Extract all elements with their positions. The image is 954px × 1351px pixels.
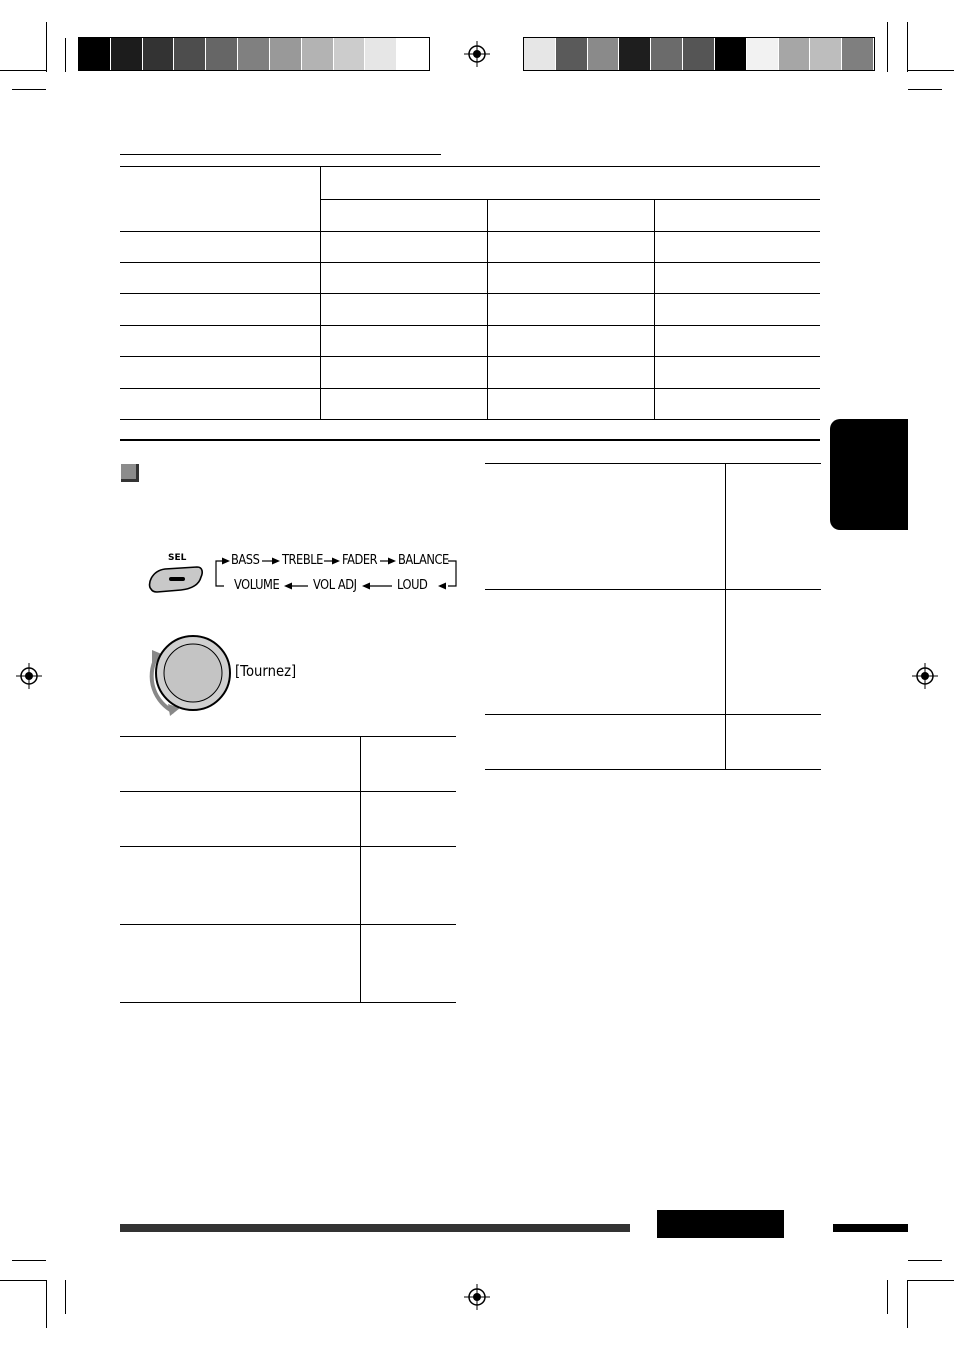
flow-volume: VOLUME (234, 578, 280, 593)
page-number-box (657, 1210, 784, 1238)
color-swatch (810, 38, 841, 70)
flow-balance: BALANCE (398, 553, 449, 568)
color-swatch (556, 38, 587, 70)
color-swatch (779, 38, 810, 70)
registration-mark-bottom (464, 1284, 490, 1310)
footer-bar-left (120, 1224, 630, 1232)
registration-mark-right (912, 663, 938, 689)
flow-loud: LOUD (397, 578, 428, 593)
color-swatch (397, 38, 428, 70)
color-swatch (619, 38, 650, 70)
color-swatch (143, 38, 174, 70)
dial-label: [Tournez] (235, 662, 297, 680)
color-swatch (651, 38, 682, 70)
flow-treble: TREBLE (282, 553, 323, 568)
color-swatch (79, 38, 110, 70)
color-swatch (206, 38, 237, 70)
color-swatch (334, 38, 365, 70)
color-swatch (270, 38, 301, 70)
color-swatch (747, 38, 778, 70)
color-swatch (715, 38, 746, 70)
registration-mark-top (464, 41, 490, 67)
color-swatch (588, 38, 619, 70)
footer-bar-right (833, 1224, 908, 1232)
flow-bass: BASS (231, 553, 260, 568)
language-tab (830, 419, 908, 530)
color-swatch (842, 38, 873, 70)
color-swatch (683, 38, 714, 70)
color-swatch (302, 38, 333, 70)
sel-button-label: SEL (168, 553, 187, 563)
registration-mark-left (16, 663, 42, 689)
control-dial-icon[interactable] (144, 628, 236, 718)
color-swatch (174, 38, 205, 70)
section-marker-icon (121, 464, 139, 482)
flow-fader: FADER (342, 553, 378, 568)
sel-button-icon[interactable] (145, 563, 205, 595)
color-swatch (524, 38, 555, 70)
section-divider (120, 439, 820, 441)
color-swatch (365, 38, 396, 70)
color-swatch (238, 38, 269, 70)
flow-vol-adj: VOL ADJ (313, 578, 357, 593)
color-swatch (111, 38, 142, 70)
